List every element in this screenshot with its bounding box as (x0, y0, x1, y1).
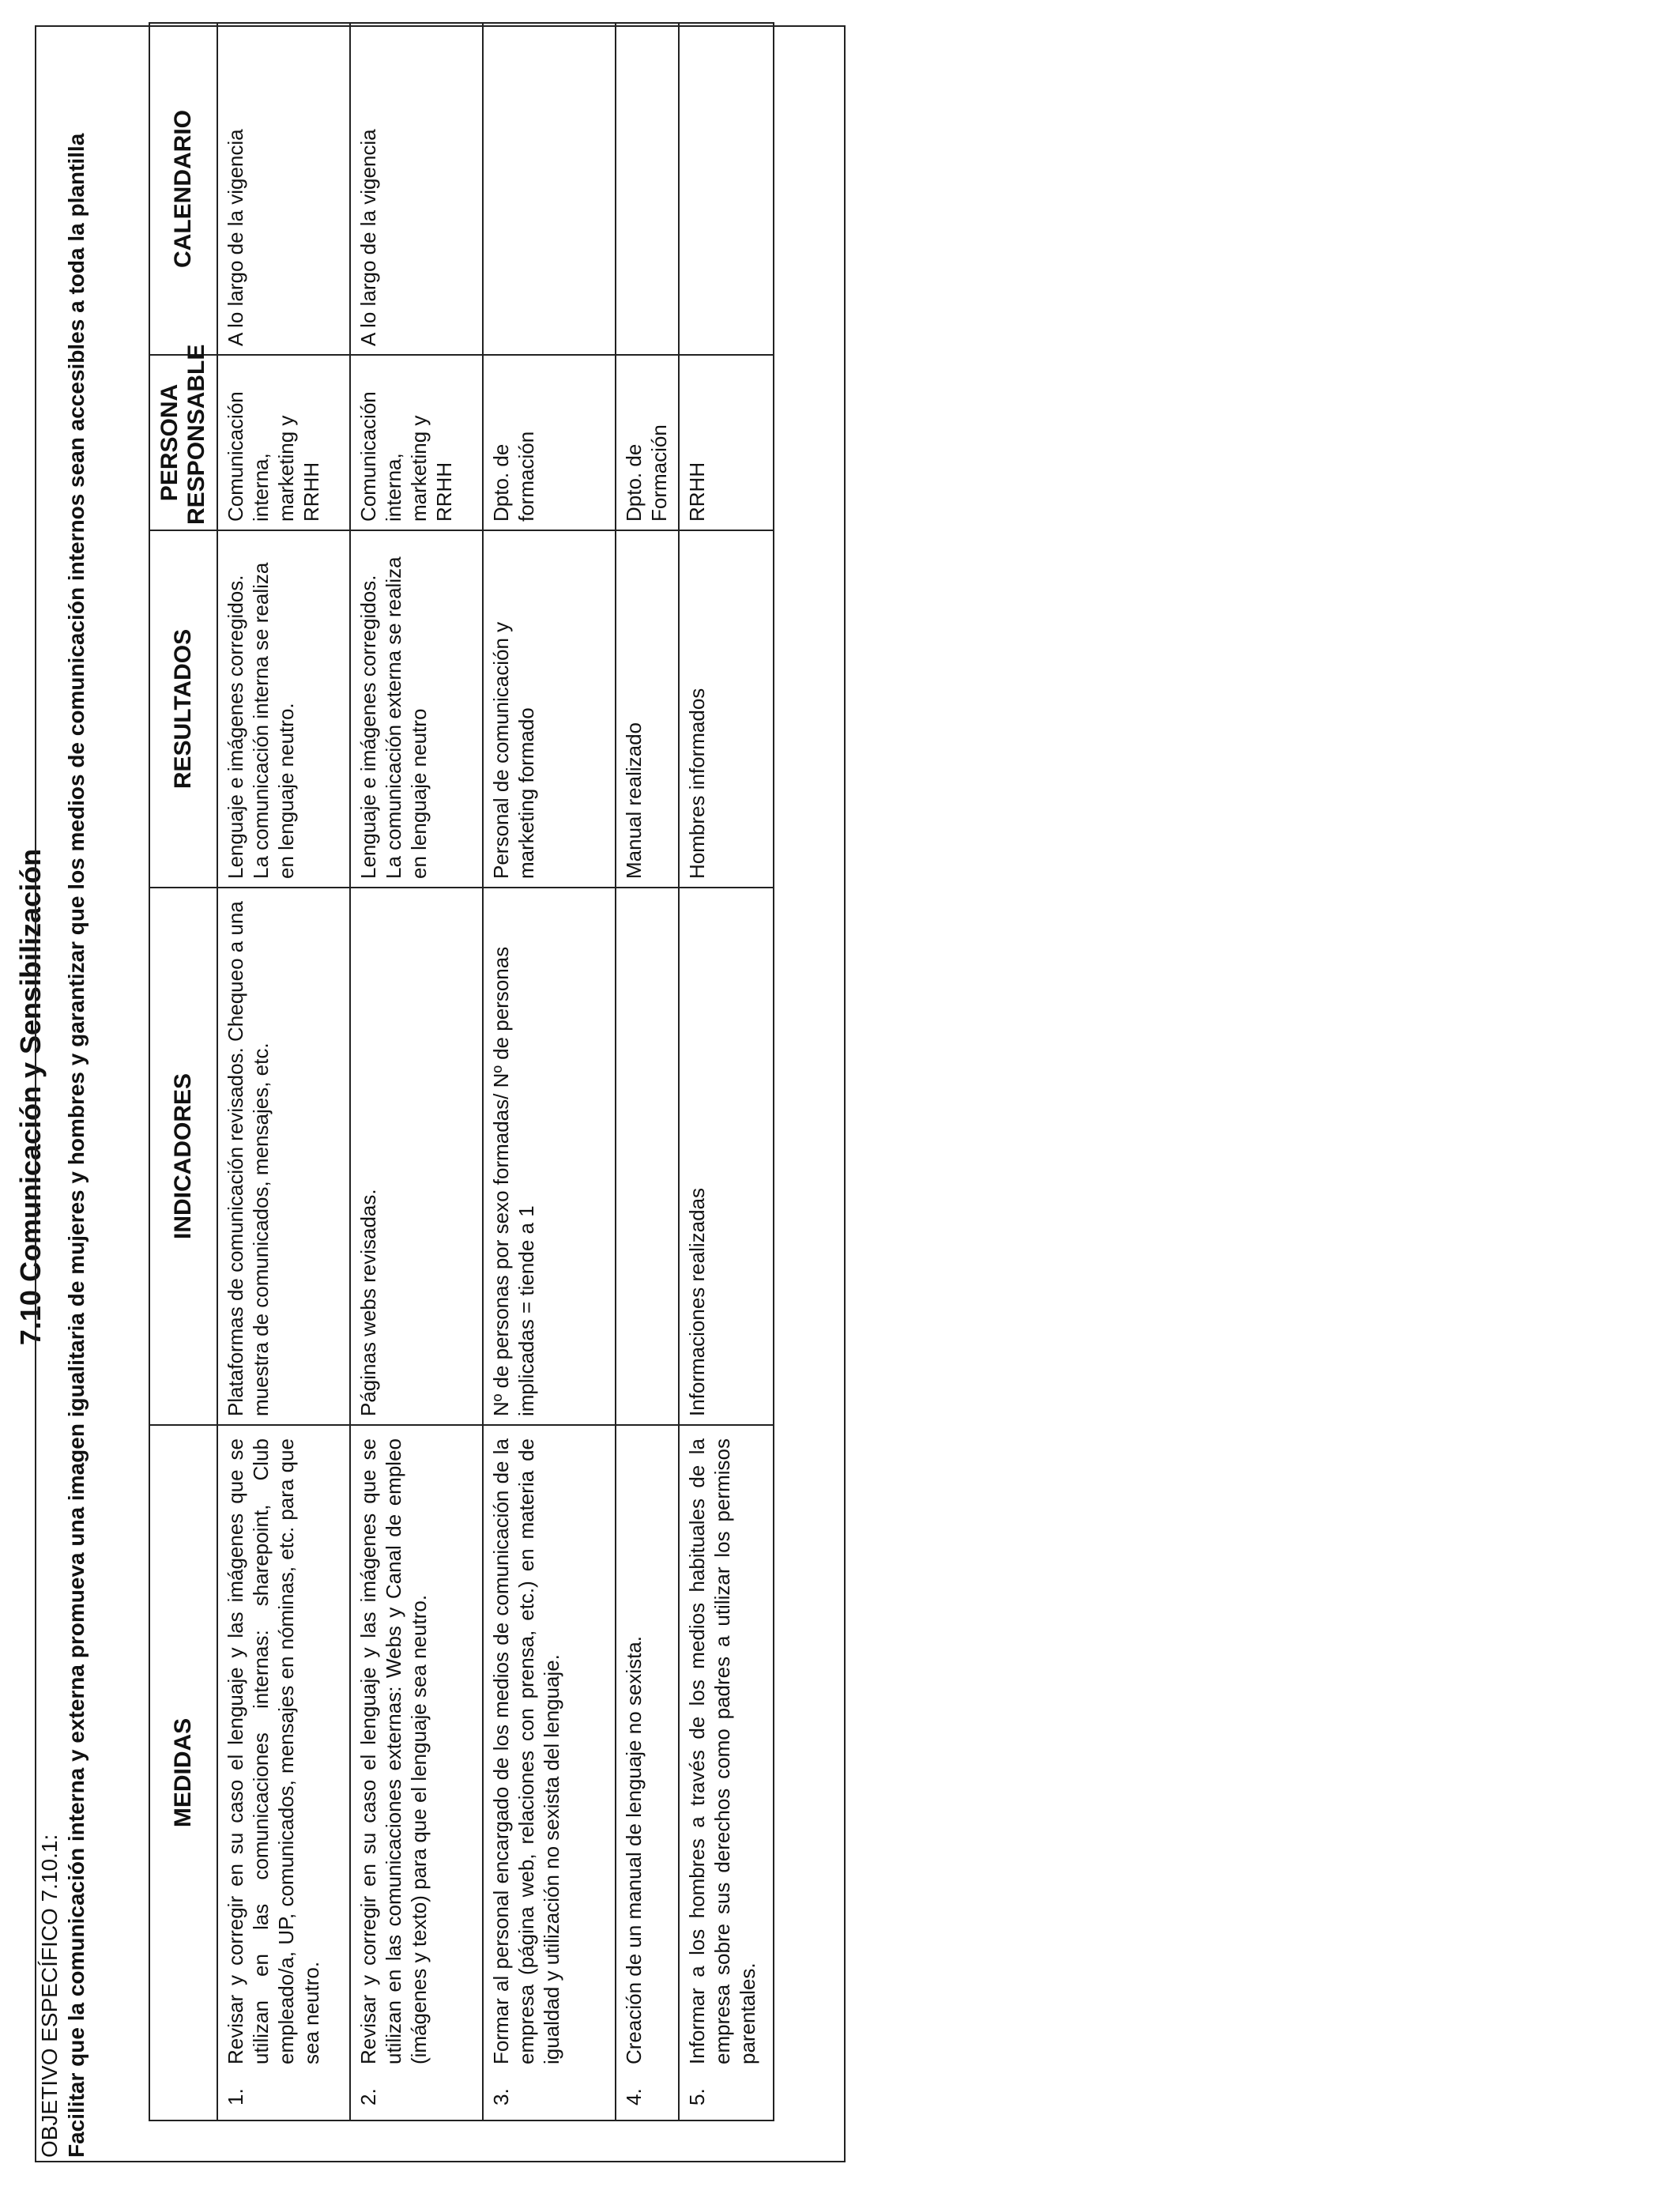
medida-text: Revisar y corregir en su caso el lenguaje y las imágenes que se utilizan en las comunicaciones internas: sharepoint, Club empleado/a, UP, comunicados, mensajes en nóminas, etc. para que sea neutro. (224, 1438, 323, 2064)
calendario-cell (679, 23, 774, 355)
header-indicadores: INDICADORES (149, 888, 217, 1425)
row-number: 2. (356, 2088, 380, 2105)
objective-code: OBJETIVO ESPECÍFICO 7.10.1: (37, 1834, 62, 2158)
resultado-line: Lenguaje e imágenes corregidos. (224, 575, 247, 879)
resultados-cell (217, 530, 350, 888)
row-number: 3. (489, 2088, 513, 2105)
header-medidas: MEDIDAS (149, 1425, 217, 2120)
header-calendario: CALENDARIO (149, 23, 217, 355)
row-number: 1. (224, 2088, 247, 2105)
table-header-row (149, 23, 217, 2120)
resultados-cell (679, 530, 774, 888)
section-title: 7.10 Comunicación y Sensibilización (14, 848, 47, 1346)
table-row (616, 23, 679, 2120)
table-row (350, 23, 483, 2120)
medida-cell (217, 1425, 350, 2120)
indicadores-cell (616, 888, 679, 1425)
table-row (217, 23, 350, 2120)
responsable-cell: Comunicación interna, marketing y RRHH (217, 355, 350, 530)
medida-text: Informar a los hombres a través de los medios habituales de la empresa sobre sus derechos como padres a utilizar los permisos parentales. (685, 1438, 759, 2064)
responsable-cell: RRHH (679, 355, 774, 530)
measures-table (149, 22, 774, 2121)
responsable-cell: Comunicación interna, marketing y RRHH (350, 355, 483, 530)
resultados-cell (616, 530, 679, 888)
responsable-cell: Dpto. de Formación (616, 355, 679, 530)
resultado-line: Lenguaje e imágenes corregidos. (356, 575, 380, 879)
resultados-cell (483, 530, 616, 888)
objective-text: Facilitar que la comunicación interna y externa promueva una imagen igualitaria de mujeres y hombres y garantizar que los medios de comunicación internos sean accesibles a toda la plantilla (64, 133, 89, 2158)
indicadores-cell: Nº de personas por sexo formadas/ Nº de personas implicadas = tiende a 1 (483, 888, 616, 1425)
resultado-line: Hombres informados (685, 688, 709, 879)
indicadores-cell: Páginas webs revisadas. (350, 888, 483, 1425)
medida-text: Creación de un manual de lenguaje no sexista. (622, 1635, 646, 2064)
resultado-line: Manual realizado (622, 722, 646, 879)
calendario-cell (616, 23, 679, 355)
medida-cell (616, 1425, 679, 2120)
calendario-cell (483, 23, 616, 355)
medida-text: Revisar y corregir en su caso el lenguaje y las imágenes que se utilizan en las comunicaciones externas: Webs y Canal de empleo (imágenes y texto) para que el lenguaje sea neutro. (356, 1438, 431, 2064)
header-resultados: RESULTADOS (149, 530, 217, 888)
medida-cell (679, 1425, 774, 2120)
medida-cell (483, 1425, 616, 2120)
indicadores-cell: Plataformas de comunicación revisados. Chequeo a una muestra de comunicados, mensajes, etc. (217, 888, 350, 1425)
header-persona-responsable: PERSONA RESPONSABLE (149, 355, 217, 530)
medida-cell (350, 1425, 483, 2120)
table-row (679, 23, 774, 2120)
row-number: 4. (622, 2088, 646, 2105)
table-row (483, 23, 616, 2120)
resultado-line: La comunicación interna se realiza en lenguaje neutro. (249, 562, 298, 879)
resultado-line: La comunicación externa se realiza en lenguaje neutro (382, 556, 431, 879)
objective-block (36, 63, 90, 2158)
calendario-cell: A lo largo de la vigencia (217, 23, 350, 355)
resultado-line: Personal de comunicación y marketing formado (489, 621, 538, 879)
resultados-cell (350, 530, 483, 888)
responsable-cell: Dpto. de formación (483, 355, 616, 530)
row-number: 5. (685, 2088, 709, 2105)
medida-text: Formar al personal encargado de los medios de comunicación de la empresa (página web, relaciones con prensa, etc.) en materia de igualdad y utilización no sexista del lenguaje. (489, 1438, 563, 2064)
indicadores-cell: Informaciones realizadas (679, 888, 774, 1425)
calendario-cell: A lo largo de la vigencia (350, 23, 483, 355)
